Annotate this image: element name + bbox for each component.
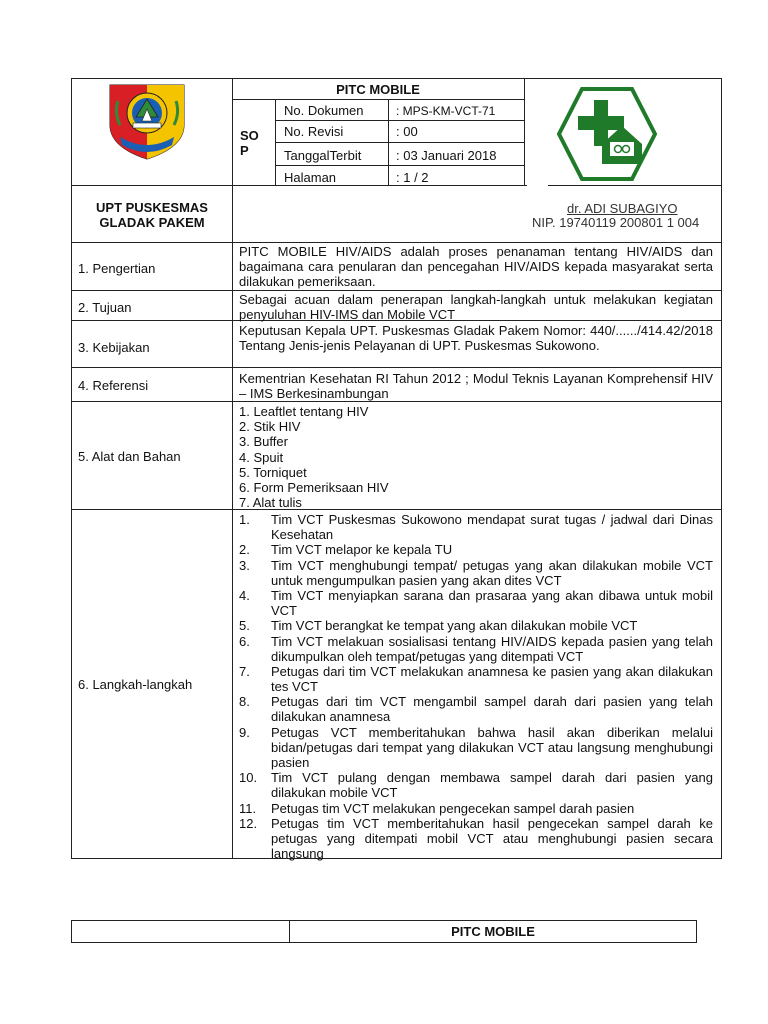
- tool-item: 2. Stik HIV: [239, 419, 301, 435]
- document-title: PITC MOBILE: [336, 82, 420, 97]
- step-number: 3.: [239, 557, 250, 573]
- section-label-referensi: 4. Referensi: [78, 378, 149, 393]
- field-value-no-revisi: : 00: [396, 124, 418, 139]
- section-label-langkah-langkah: 6. Langkah-langkah: [78, 677, 193, 692]
- step-number: 7.: [239, 664, 250, 679]
- step-number: 10.: [239, 770, 258, 786]
- tool-item: 3. Buffer: [239, 434, 288, 450]
- page2-title: PITC MOBILE: [451, 924, 535, 939]
- field-label-no-revisi: No. Revisi: [284, 124, 344, 139]
- section-label-alat-dan-bahan: 5. Alat dan Bahan: [78, 449, 181, 464]
- step-text: Tim VCT berangkat ke tempat yang akan dilakukan mobile VCT: [271, 618, 638, 634]
- section-text-tujuan: Sebagai acuan dalam penerapan langkah-langkah untuk melakukan kegiatan penyuluhan HIV-IMS dan Mobile VCT: [239, 292, 713, 322]
- step-text: Tim VCT menghubungi tempat/ petugas yang akan dilakukan mobile VCT untuk mengumpulkan pasien yang akan dites VCT: [271, 557, 713, 588]
- field-label-halaman: Halaman: [284, 170, 337, 185]
- field-value-halaman: : 1 / 2: [396, 170, 429, 185]
- step-text: Petugas VCT memberitahukan bahwa hasil akan diberikan melalui bidan/petugas dari tempat yang dilakukan VCT atau langsung menghubungi pasien: [271, 724, 713, 770]
- step-text: Tim VCT melapor ke kepala TU: [271, 542, 453, 558]
- section-text-pengertian: PITC MOBILE HIV/AIDS adalah proses penanaman tentang HIV/AIDS dan bagaimana cara penularan dan pencegahan HIV/AIDS kepada masyarakat serta dilakukan pemeriksaan.: [239, 244, 713, 289]
- step-number: 8.: [239, 694, 250, 710]
- section-text-kebijakan: Keputusan Kepala UPT. Puskesmas Gladak Pakem Nomor: 440/....../414.42/2018 Tentang Jenis-jenis Pelayanan di UPT. Puskesmas Sukowono.: [239, 323, 713, 353]
- tool-item: 1. Leaftlet tentang HIV: [239, 404, 369, 419]
- section-label-kebijakan: 3. Kebijakan: [78, 340, 150, 355]
- step-text: Tim VCT menyiapkan sarana dan prasaraa yang akan dibawa untuk mobil VCT: [271, 588, 713, 618]
- section-text-referensi: Kementrian Kesehatan RI Tahun 2012 ; Modul Teknis Layanan Komprehensif HIV – IMS Berkesinambungan: [239, 371, 713, 401]
- step-text: Tim VCT melakuan sosialisasi tentang HIV/AIDS kepada pasien yang telah dikumpulkan oleh tempat/petugas yang ditempati VCT: [271, 633, 713, 664]
- tool-item: 4. Spuit: [239, 449, 284, 465]
- step-number: 5.: [239, 618, 250, 634]
- regency-emblem-logo: [106, 81, 188, 161]
- step-text: Petugas tim VCT memberitahukan hasil pengecekan sampel darah ke petugas yang ditempati mobil VCT atau menghubungi pasien secara langsung: [271, 816, 713, 861]
- puskesmas-logo: [556, 86, 658, 182]
- step-number: 6.: [239, 633, 250, 649]
- tool-item: 5. Torniquet: [239, 464, 307, 480]
- step-text: Petugas tim VCT melakukan pengecekan sampel darah pasien: [271, 800, 635, 816]
- section-label-tujuan: 2. Tujuan: [78, 300, 132, 315]
- institution-name: UPT PUSKESMAS GLADAK PAKEM: [96, 200, 208, 230]
- step-number: 2.: [239, 542, 250, 558]
- step-text: Tim VCT Puskesmas Sukowono mendapat surat tugas / jadwal dari Dinas Kesehatan: [271, 512, 713, 542]
- step-text: Tim VCT pulang dengan membawa sampel darah dari pasien yang dilakukan mobile VCT: [271, 770, 713, 801]
- tool-item: 6. Form Pemeriksaan HIV: [239, 480, 389, 495]
- step-text: Petugas dari tim VCT melakukan anamnesa ke pasien yang akan dilakukan tes VCT: [271, 664, 713, 694]
- step-number: 9.: [239, 724, 250, 740]
- tool-item: 7. Alat tulis: [239, 495, 302, 511]
- step-number: 12.: [239, 816, 258, 831]
- sop-label: SO P: [240, 128, 259, 158]
- signer-nip: NIP. 19740119 200801 1 004: [532, 215, 700, 230]
- step-number: 4.: [239, 588, 250, 603]
- field-label-no-dokumen: No. Dokumen: [284, 103, 364, 118]
- field-label-tanggal-terbit: TanggalTerbit: [284, 148, 362, 163]
- field-value-tanggal-terbit: : 03 Januari 2018: [396, 148, 497, 163]
- signer-name: dr. ADI SUBAGIYO: [567, 201, 678, 216]
- step-text: Petugas dari tim VCT mengambil sampel darah dari pasien yang telah dilakukan anamnesa: [271, 694, 713, 725]
- step-number: 11.: [239, 800, 257, 816]
- field-value-no-dokumen: : MPS-KM-VCT-71: [396, 104, 496, 118]
- section-label-pengertian: 1. Pengertian: [78, 261, 156, 276]
- step-number: 1.: [239, 512, 250, 527]
